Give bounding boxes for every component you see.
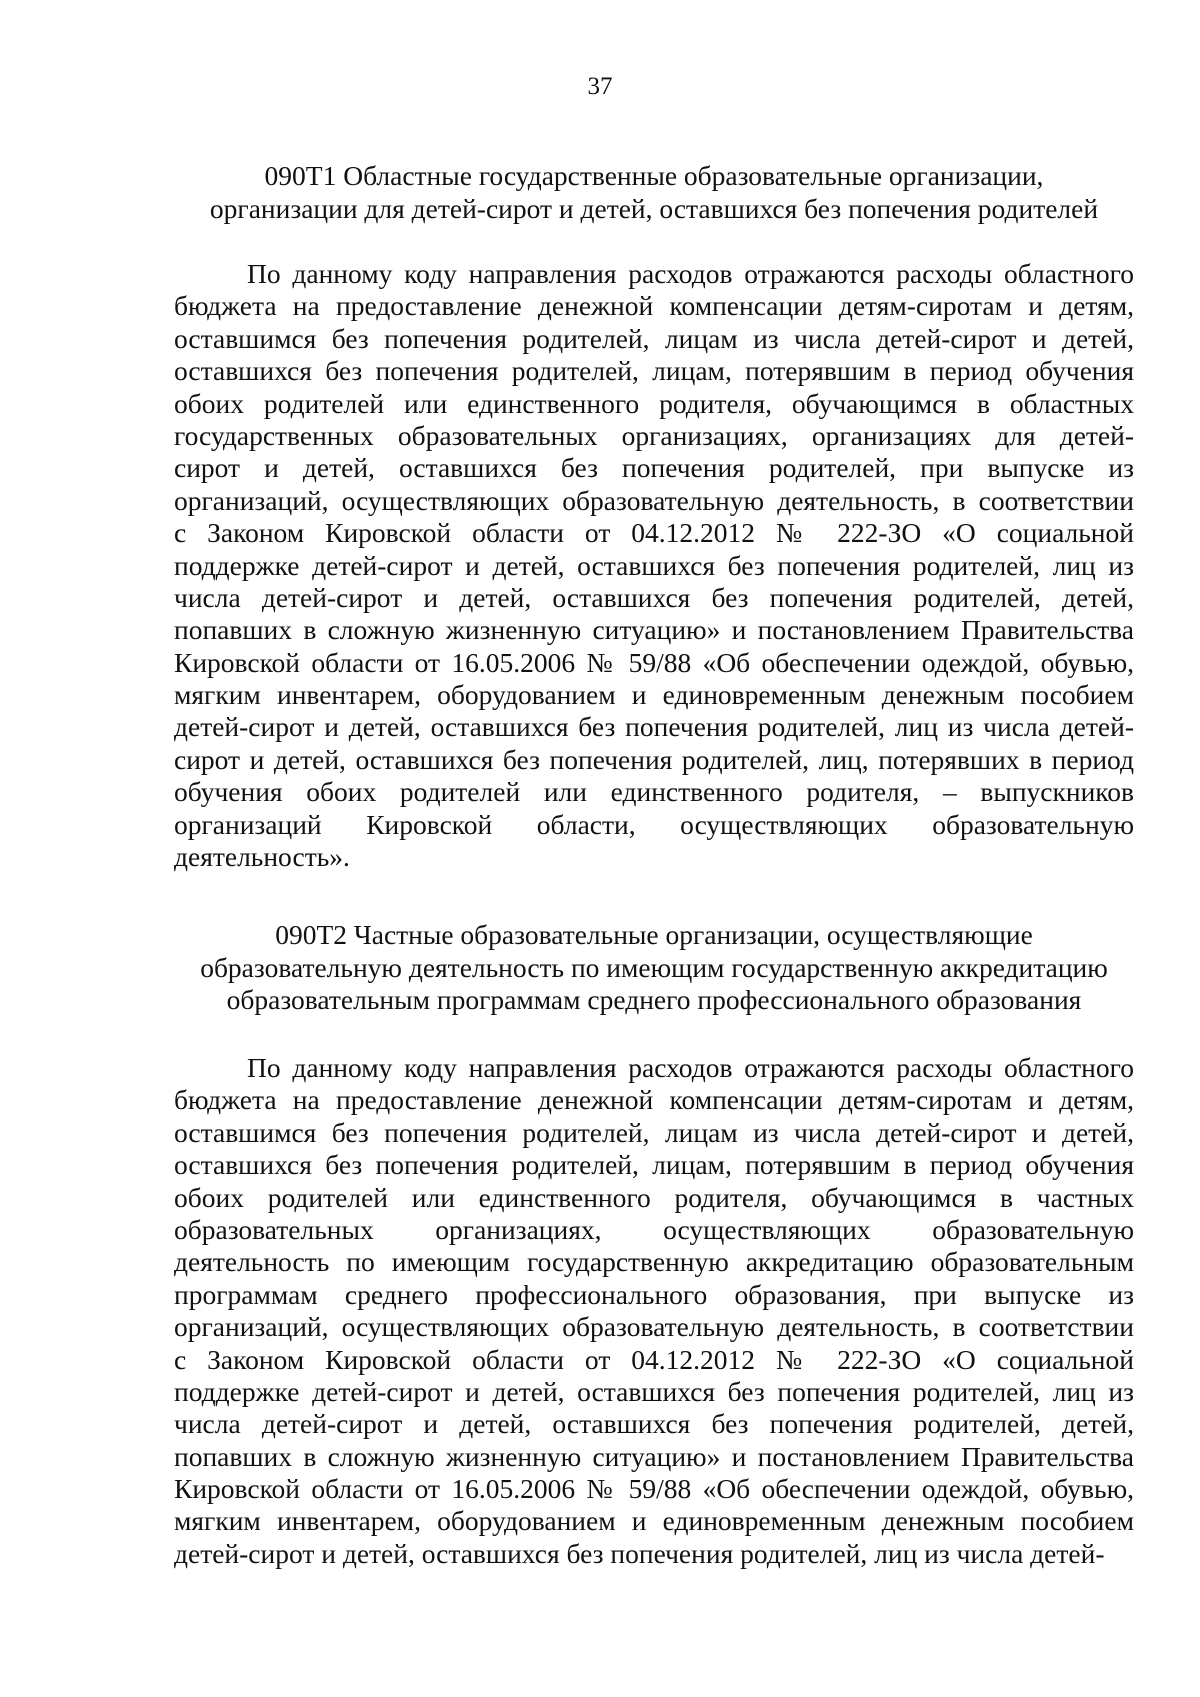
paragraph-line: с Законом Кировской области от 04.12.2012 № 222-ЗО «О социальной	[174, 517, 1134, 549]
section-paragraph	[174, 258, 1134, 873]
paragraph-line: По данному коду направления расходов отражаются расходы областного	[247, 1052, 1134, 1083]
paragraph-line: детей-сирот и детей, оставшихся без попечения родителей, лиц из числа детей-	[174, 1537, 1105, 1569]
section-heading	[174, 919, 1134, 1017]
paragraph-line: оставшихся без попечения родителей, лицам, потерявшим в период обучения	[174, 1149, 1134, 1181]
section-heading	[174, 160, 1134, 225]
paragraph-line: Кировской области от 16.05.2006 № 59/88 «Об обеспечении одеждой, обувью,	[174, 646, 1134, 678]
section-paragraph	[174, 1052, 1134, 1570]
paragraph-line: поддержке детей-сирот и детей, оставшихся без попечения родителей, лиц из	[174, 1375, 1134, 1407]
paragraph-line: бюджета на предоставление денежной компенсации детям-сиротам и детям,	[174, 1084, 1134, 1116]
paragraph-line: деятельность по имеющим государственную аккредитацию образовательным	[174, 1246, 1134, 1278]
heading-line: 090Т2 Частные образовательные организации, осуществляющие	[275, 919, 1033, 950]
heading-line: образовательную деятельность по имеющим государственную аккредитацию	[200, 951, 1108, 983]
paragraph-line: Кировской области от 16.05.2006 № 59/88 «Об обеспечении одеждой, обувью,	[174, 1473, 1134, 1505]
paragraph-line: поддержке детей-сирот и детей, оставшихся без попечения родителей, лиц из	[174, 549, 1134, 581]
paragraph-line: сирот и детей, оставшихся без попечения родителей, лиц, потерявших в период	[174, 743, 1134, 775]
paragraph-line: оставшимся без попечения родителей, лицам из числа детей-сирот и детей,	[174, 322, 1134, 354]
heading-line: 090Т1 Областные государственные образовательные организации,	[264, 160, 1044, 191]
paragraph-line: попавших в сложную жизненную ситуацию» и постановлением Правительства	[174, 1440, 1134, 1472]
paragraph-line: программам среднего профессионального образования, при выпуске из	[174, 1278, 1134, 1310]
paragraph-line: попавших в сложную жизненную ситуацию» и постановлением Правительства	[174, 614, 1134, 646]
heading-line: образовательным программам среднего профессионального образования	[226, 984, 1082, 1015]
paragraph-line: организаций Кировской области, осуществляющих образовательную	[174, 808, 1134, 840]
paragraph-line: бюджета на предоставление денежной компенсации детям-сиротам и детям,	[174, 290, 1134, 322]
paragraph-line: образовательных организациях, осуществляющих образовательную	[174, 1213, 1134, 1245]
paragraph-line: оставшимся без попечения родителей, лицам из числа детей-сирот и детей,	[174, 1116, 1134, 1148]
paragraph-line: обоих родителей или единственного родителя, обучающимся в частных	[174, 1181, 1134, 1213]
paragraph-line: По данному коду направления расходов отражаются расходы областного	[247, 258, 1134, 289]
paragraph-line: деятельность».	[174, 841, 350, 873]
paragraph-line: мягким инвентарем, оборудованием и единовременным денежным пособием	[174, 1505, 1134, 1537]
paragraph-line: числа детей-сирот и детей, оставшихся без попечения родителей, детей,	[174, 581, 1134, 613]
paragraph-line: сирот и детей, оставшихся без попечения родителей, при выпуске из	[174, 452, 1134, 484]
paragraph-line: детей-сирот и детей, оставшихся без попечения родителей, лиц из числа детей-	[174, 711, 1134, 743]
paragraph-line: обоих родителей или единственного родителя, обучающимся в областных	[174, 387, 1134, 419]
paragraph-line: организаций, осуществляющих образовательную деятельность, в соответствии	[174, 1311, 1134, 1343]
paragraph-line: с Законом Кировской области от 04.12.2012 № 222-ЗО «О социальной	[174, 1343, 1134, 1375]
paragraph-line: обучения обоих родителей или единственного родителя, – выпускников	[174, 776, 1134, 808]
page-number: 37	[587, 73, 613, 100]
paragraph-line: организаций, осуществляющих образовательную деятельность, в соответствии	[174, 484, 1134, 516]
paragraph-line: оставшихся без попечения родителей, лицам, потерявшим в период обучения	[174, 355, 1134, 387]
paragraph-line: государственных образовательных организациях, организациях для детей-	[174, 419, 1134, 451]
paragraph-line: мягким инвентарем, оборудованием и единовременным денежным пособием	[174, 679, 1134, 711]
heading-line: организации для детей-сирот и детей, оставшихся без попечения родителей	[209, 192, 1099, 224]
paragraph-line: числа детей-сирот и детей, оставшихся без попечения родителей, детей,	[174, 1408, 1134, 1440]
